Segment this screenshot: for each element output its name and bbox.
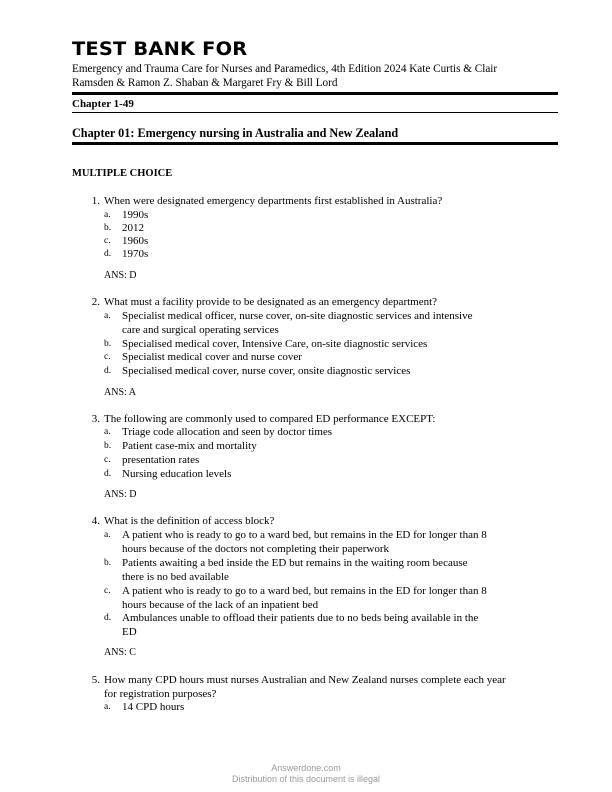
question-number: 4.: [91, 515, 100, 527]
question-text: What is the definition of access block?: [104, 515, 275, 527]
option-text: presentation rates: [122, 454, 200, 466]
option-text: Specialised medical cover, nurse cover, onsite diagnostic services: [122, 365, 411, 377]
option-text-line: A patient who is ready to go to a ward bed, but remains in the ED for longer than 8: [122, 529, 487, 541]
option-text: [122, 309, 518, 337]
option-letter: c.: [104, 586, 111, 596]
header-rule-thick: [72, 92, 558, 95]
question-text-line: for registration purposes?: [104, 688, 217, 700]
option-letter: b.: [104, 339, 112, 349]
document-subtitle: [72, 62, 552, 90]
option-text: 14 CPD hours: [122, 701, 185, 713]
option-text: Specialist medical cover and nurse cover: [122, 351, 302, 363]
option-text-line: care and surgical operating services: [122, 324, 279, 336]
option-letter: b.: [104, 223, 112, 233]
footer-watermark: [0, 763, 612, 785]
option-text-line: there is no bed available: [122, 571, 229, 583]
option-text: Patient case-mix and mortality: [122, 440, 257, 452]
chapter-rule: [72, 142, 558, 145]
document-title: TEST BANK FOR: [72, 38, 248, 60]
question-text: When were designated emergency departments first established in Australia?: [104, 195, 443, 207]
option-letter: d.: [104, 366, 112, 376]
option-letter: c.: [104, 236, 111, 246]
question-number: 1.: [91, 195, 100, 207]
option-letter: a.: [104, 530, 111, 540]
answer: ANS: C: [104, 647, 136, 658]
subtitle-line-2: Ramsden & Ramon Z. Shaban & Margaret Fry & Bill Lord: [72, 77, 338, 89]
option-text: [122, 584, 518, 612]
subtitle-line-1: Emergency and Trauma Care for Nurses and Paramedics, 4th Edition 2024 Kate Curtis & Clair: [72, 63, 498, 75]
answer: ANS: D: [104, 270, 137, 281]
option-letter: a.: [104, 702, 111, 712]
header-rule-thin: [72, 112, 558, 113]
question-text-line: How many CPD hours must nurses Australian and New Zealand nurses complete each year: [104, 674, 506, 686]
option-text-line: Specialist medical officer, nurse cover, on-site diagnostic services and intensive: [122, 310, 473, 322]
question-number: 3.: [91, 413, 100, 425]
option-text: 2012: [122, 222, 144, 234]
question-number: 2.: [91, 296, 100, 308]
footer-site: Answerdone.com: [271, 763, 341, 773]
option-letter: a.: [104, 210, 111, 220]
option-text: [122, 611, 518, 639]
option-text-line: ED: [122, 626, 137, 638]
question-text: What must a facility provide to be designated as an emergency department?: [104, 296, 438, 308]
option-text: 1960s: [122, 235, 149, 247]
option-letter: a.: [104, 427, 111, 437]
option-text-line: Patients awaiting a bed inside the ED but remains in the waiting room because: [122, 557, 468, 569]
answer: ANS: D: [104, 489, 137, 500]
option-text: 1970s: [122, 248, 149, 260]
option-text: [122, 528, 518, 556]
option-letter: d.: [104, 469, 112, 479]
option-text: Nursing education levels: [122, 468, 232, 480]
option-letter: d.: [104, 613, 112, 623]
option-letter: b.: [104, 558, 112, 568]
option-text-line: Ambulances unable to offload their patients due to no beds being available in the: [122, 612, 479, 624]
answer: ANS: A: [104, 387, 136, 398]
option-text: Triage code allocation and seen by doctor times: [122, 426, 333, 438]
section-heading: MULTIPLE CHOICE: [72, 168, 173, 179]
option-letter: c.: [104, 352, 111, 362]
option-text-line: hours because of the doctors not completing their paperwork: [122, 543, 389, 555]
option-letter: d.: [104, 249, 112, 259]
option-text: [122, 556, 518, 584]
option-letter: c.: [104, 455, 111, 465]
chapter-title: Chapter 01: Emergency nursing in Australia and New Zealand: [72, 126, 399, 140]
question-text: The following are commonly used to compared ED performance EXCEPT:: [104, 413, 436, 425]
option-text-line: hours because of the lack of an inpatient bed: [122, 599, 319, 611]
question-number: 5.: [91, 674, 100, 686]
option-letter: b.: [104, 441, 112, 451]
option-text-line: A patient who is ready to go to a ward bed, but remains in the ED for longer than 8: [122, 585, 487, 597]
option-text: 1990s: [122, 209, 149, 221]
question-text: [104, 673, 554, 701]
footer-notice: Distribution of this document is illegal: [231, 774, 381, 784]
option-text: Specialised medical cover, Intensive Care, on-site diagnostic services: [122, 338, 428, 350]
option-letter: a.: [104, 311, 111, 321]
chapter-range: Chapter 1-49: [72, 98, 134, 110]
